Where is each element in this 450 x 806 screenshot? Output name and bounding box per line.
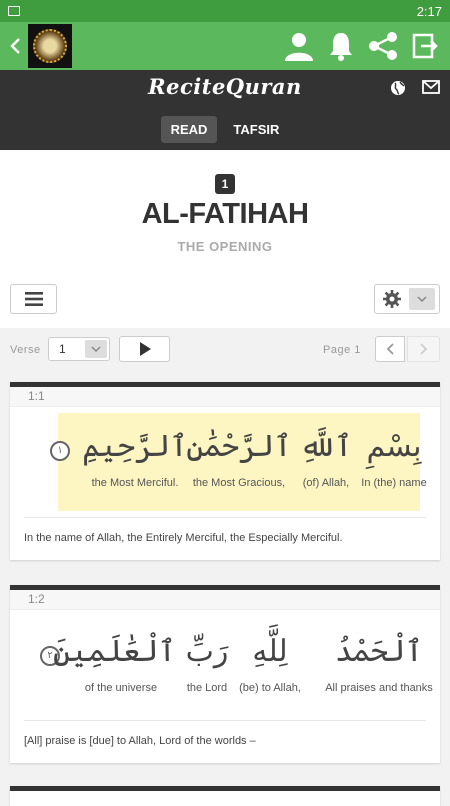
back-arrow-icon[interactable] <box>6 34 24 58</box>
arabic-word: رَبِّ <box>185 634 229 669</box>
share-icon[interactable] <box>368 31 398 61</box>
play-button[interactable] <box>119 336 170 362</box>
word-translation: the Lord <box>186 682 228 694</box>
word-translation: the Most Merciful. <box>91 477 179 489</box>
surah-subtitle: THE OPENING <box>177 239 273 254</box>
status-bar <box>0 0 450 22</box>
arabic-word: ٱلْعَٰلَمِينَ <box>52 634 176 669</box>
arabic-word: بِسْمِ <box>366 429 422 464</box>
menu-icon <box>25 292 43 306</box>
previous-page-button[interactable] <box>375 336 405 362</box>
word-translation: the Most Gracious, <box>192 477 286 489</box>
chevron-left-icon <box>386 343 394 355</box>
word-translation: (of) Allah, <box>302 477 350 489</box>
globe-icon[interactable] <box>390 80 406 101</box>
next-page-button[interactable] <box>407 336 440 362</box>
word-item[interactable] <box>184 419 294 489</box>
word-translation: All praises and thanks <box>325 682 433 694</box>
arabic-word: ٱلْحَمْدُ <box>335 634 423 669</box>
app-bar <box>0 22 450 70</box>
status-time: 2:17 <box>416 3 442 19</box>
word-item[interactable] <box>286 419 366 489</box>
image-icon <box>8 6 20 16</box>
mail-icon[interactable] <box>422 80 440 101</box>
verse-label: Verse <box>10 344 41 356</box>
surah-title-area <box>0 150 450 280</box>
verse-navigation-bar <box>0 328 450 378</box>
word-item[interactable] <box>80 419 190 489</box>
surah-number-badge: 1 <box>215 174 235 194</box>
verse-card <box>10 786 440 806</box>
play-icon <box>139 342 151 356</box>
verse-select-value: 1 <box>59 342 66 356</box>
verse-reference: 1:2 <box>10 590 440 610</box>
surah-name: AL-FATIHAH <box>141 198 309 230</box>
arabic-word: ٱللَّهِ <box>299 429 353 464</box>
arabic-word: لِلَّهِ <box>252 634 288 669</box>
word-item[interactable] <box>314 624 444 694</box>
reader-toolbar <box>0 280 450 328</box>
gear-icon <box>383 290 401 308</box>
tab-tafsir[interactable]: TAFSIR <box>233 122 280 137</box>
chevron-down-icon <box>85 340 107 358</box>
word-item[interactable] <box>230 624 310 694</box>
arabic-word: ٱلرَّحْمَٰنِ <box>186 429 292 464</box>
verse-select[interactable] <box>48 337 110 361</box>
verse-translation: In the name of Allah, the Entirely Merciful, the Especially Merciful. <box>24 517 426 560</box>
site-header <box>0 70 450 150</box>
verse-end-marker: ٢ <box>40 646 60 666</box>
word-item[interactable] <box>172 624 242 694</box>
verse-reference: 1:1 <box>10 387 440 407</box>
tab-read[interactable]: READ <box>161 116 218 143</box>
word-translation: In (the) name <box>361 477 427 489</box>
bell-icon[interactable] <box>328 31 354 61</box>
verse-card <box>10 585 440 763</box>
settings-dropdown[interactable] <box>374 284 440 314</box>
word-translation: (be) to Allah, <box>239 682 301 694</box>
page-label: Page 1 <box>323 344 361 356</box>
arabic-word: ٱلرَّحِيمِ <box>82 429 188 464</box>
chevron-down-icon <box>409 288 435 310</box>
chevron-right-icon <box>420 343 428 355</box>
word-item[interactable] <box>354 419 434 489</box>
verse-translation: [All] praise is [due] to Allah, Lord of the worlds – <box>24 720 426 763</box>
verse-end-marker: ١ <box>50 441 70 461</box>
menu-button[interactable] <box>10 284 57 314</box>
user-icon[interactable] <box>284 31 314 61</box>
word-item[interactable] <box>52 624 176 694</box>
app-logo[interactable] <box>28 24 72 68</box>
verse-card <box>10 382 440 560</box>
word-translation: of the universe <box>84 682 158 694</box>
exit-icon[interactable] <box>412 33 438 59</box>
brand-logo[interactable]: ReciteQuran <box>148 74 302 99</box>
